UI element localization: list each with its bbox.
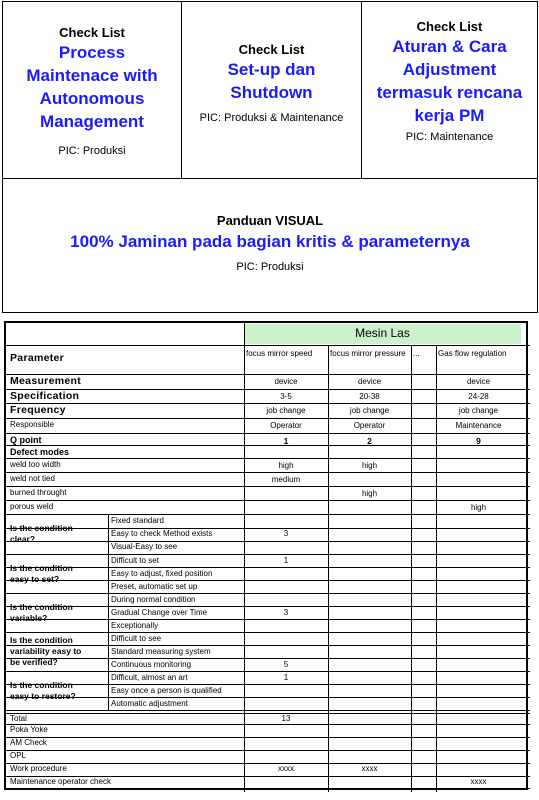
card-label: Check List bbox=[416, 19, 483, 34]
grid-line bbox=[6, 472, 530, 473]
visual-label: Panduan VISUAL bbox=[216, 213, 324, 228]
row-cell: 24-28 bbox=[468, 392, 489, 401]
control-parameter-sheet bbox=[4, 321, 528, 790]
row-label: weld not tied bbox=[10, 474, 55, 483]
criteria-label: Standard measuring system bbox=[111, 647, 211, 656]
card-title: Process Maintenace with Autonomous Management bbox=[26, 43, 158, 131]
criteria-label: Easy once a person is qualified bbox=[111, 686, 222, 695]
grid-line bbox=[6, 500, 530, 501]
grid-line bbox=[6, 671, 530, 672]
question-line: Is the condition bbox=[10, 562, 73, 573]
criteria-label: Exceptionally bbox=[111, 621, 159, 630]
criteria-cell: 1 bbox=[283, 556, 289, 565]
row-cell: 1 bbox=[283, 436, 289, 446]
grid-line bbox=[6, 345, 530, 346]
criteria-label: Automatic adjustment bbox=[111, 699, 188, 708]
footer-label: OPL bbox=[10, 751, 27, 760]
card-adjustment-rules bbox=[361, 1, 538, 179]
footer-label: AM Check bbox=[10, 738, 47, 747]
row-label: Responsible bbox=[10, 420, 55, 429]
card-pic: PIC: Maintenance bbox=[405, 131, 494, 143]
row-cell: Maintenance bbox=[455, 421, 502, 430]
footer-cell: 13 bbox=[281, 714, 291, 723]
criteria-label: Easy to adjust, fixed position bbox=[111, 569, 213, 578]
row-cell: medium bbox=[271, 475, 301, 484]
grid-line bbox=[6, 486, 530, 487]
grid-line bbox=[6, 389, 530, 390]
footer-cell: xxxx bbox=[278, 764, 294, 773]
card-setup-shutdown bbox=[181, 1, 362, 179]
row-label: weld too width bbox=[10, 460, 61, 469]
grid-line bbox=[6, 658, 530, 659]
grid-line bbox=[108, 514, 109, 710]
grid-line bbox=[6, 403, 530, 404]
grid-line bbox=[6, 458, 530, 459]
column-header: focus mirror pressure bbox=[330, 349, 406, 358]
grid-line bbox=[6, 645, 530, 646]
criteria-label: Fixed standard bbox=[111, 516, 164, 525]
criteria-cell: 1 bbox=[283, 673, 289, 682]
row-cell: Operator bbox=[353, 421, 386, 430]
grid-line bbox=[6, 514, 530, 515]
visual-title: 100% Jaminan pada bagian kritis & parameternya bbox=[70, 232, 470, 251]
row-cell: high bbox=[470, 503, 487, 512]
grid-line bbox=[6, 737, 530, 738]
row-cell: Operator bbox=[270, 421, 302, 430]
question-line: easy to restore? bbox=[10, 690, 76, 701]
visual-pic: PIC: Produksi bbox=[236, 261, 304, 273]
row-cell: job change bbox=[349, 406, 390, 415]
grid-line bbox=[6, 567, 530, 568]
row-cell: high bbox=[278, 461, 294, 470]
question-line: easy to set? bbox=[10, 573, 60, 584]
card-label: Check List bbox=[238, 42, 305, 57]
row-cell: 2 bbox=[367, 436, 372, 446]
row-cell: device bbox=[466, 377, 491, 386]
parameter-label: Parameter bbox=[10, 352, 65, 364]
machine-name: Mesin Las bbox=[355, 326, 410, 340]
grid-line bbox=[6, 710, 530, 711]
footer-cell: xxxx bbox=[470, 777, 487, 786]
criteria-label: During normal condition bbox=[111, 595, 196, 604]
row-label: Measurement bbox=[10, 375, 81, 387]
question-line: clear? bbox=[10, 533, 36, 544]
row-cell: job change bbox=[266, 406, 306, 415]
criteria-cell: 5 bbox=[283, 660, 289, 669]
grid-line bbox=[411, 345, 412, 792]
row-cell: 9 bbox=[476, 436, 481, 446]
row-cell: device bbox=[357, 377, 382, 386]
question-line: Is the condition bbox=[10, 635, 73, 645]
criteria-label: Difficult to set bbox=[111, 556, 159, 565]
grid-line bbox=[6, 580, 530, 581]
question-line: Is the condition bbox=[10, 679, 73, 690]
row-label: Frequency bbox=[10, 404, 66, 416]
question-line: Is the condition bbox=[10, 522, 73, 533]
grid-line bbox=[6, 724, 530, 725]
row-cell: device bbox=[274, 377, 298, 386]
row-cell: 3-5 bbox=[280, 392, 292, 401]
criteria-label: Gradual Change over Time bbox=[111, 608, 208, 617]
row-label: burned throught bbox=[10, 488, 67, 497]
row-label: porous weld bbox=[10, 502, 54, 511]
grid-line bbox=[6, 606, 530, 607]
grid-line bbox=[6, 418, 530, 419]
row-label: Specification bbox=[10, 390, 80, 402]
grid-line bbox=[244, 323, 245, 792]
criteria-cell: 3 bbox=[283, 608, 289, 617]
criteria-label: Continuous monitoring bbox=[111, 660, 192, 669]
grid-line bbox=[6, 374, 530, 375]
question-line: Is the condition bbox=[10, 601, 73, 612]
question-line: variable? bbox=[10, 612, 48, 623]
footer-label: Poka Yoke bbox=[10, 725, 48, 734]
row-cell: job change bbox=[458, 406, 499, 415]
question-line: variability easy to bbox=[10, 646, 82, 656]
card-label: Check List bbox=[59, 25, 125, 40]
grid-line bbox=[6, 619, 530, 620]
grid-line bbox=[436, 345, 437, 792]
grid-line bbox=[6, 433, 530, 434]
footer-label: Total bbox=[10, 714, 27, 723]
row-cell: high bbox=[361, 489, 378, 498]
card-title: Aturan & Cara Adjustment termasuk rencana kerja PM bbox=[376, 37, 523, 125]
footer-label: Maintenance operator check bbox=[10, 777, 111, 786]
grid-line bbox=[6, 632, 530, 633]
criteria-cell: 3 bbox=[283, 529, 289, 538]
criteria-label: Preset, automatic set up bbox=[111, 582, 198, 591]
footer-label: Work procedure bbox=[10, 764, 67, 773]
row-cell: high bbox=[361, 461, 378, 470]
grid-line bbox=[6, 697, 530, 698]
column-header: Gas flow regulation bbox=[438, 349, 507, 358]
card-pic: PIC: Produksi bbox=[58, 145, 126, 157]
grid-line bbox=[6, 593, 530, 594]
criteria-label: Difficult, almost an art bbox=[111, 673, 188, 682]
question-line: be verified? bbox=[10, 657, 58, 667]
grid-line bbox=[6, 684, 530, 685]
criteria-label: Easy to check Method exists bbox=[111, 529, 213, 538]
row-label: Q point bbox=[10, 435, 42, 445]
criteria-label: Difficult to see bbox=[111, 634, 162, 643]
card-pic: PIC: Produksi & Maintenance bbox=[199, 112, 344, 124]
column-header: focus mirror speed bbox=[246, 349, 313, 358]
visual-guide-panel bbox=[2, 178, 538, 313]
grid-line bbox=[6, 541, 530, 542]
row-cell: 20-38 bbox=[359, 392, 380, 401]
grid-line bbox=[6, 554, 530, 555]
footer-cell: xxxx bbox=[361, 764, 378, 773]
criteria-label: Visual-Easy to see bbox=[111, 542, 178, 551]
column-header: ... bbox=[413, 349, 420, 358]
grid-line bbox=[6, 788, 530, 789]
grid-line bbox=[6, 750, 530, 751]
card-title: Set-up dan Shutdown bbox=[227, 60, 316, 102]
row-label: Defect modes bbox=[10, 447, 70, 457]
card-process-maintenance bbox=[2, 1, 182, 179]
